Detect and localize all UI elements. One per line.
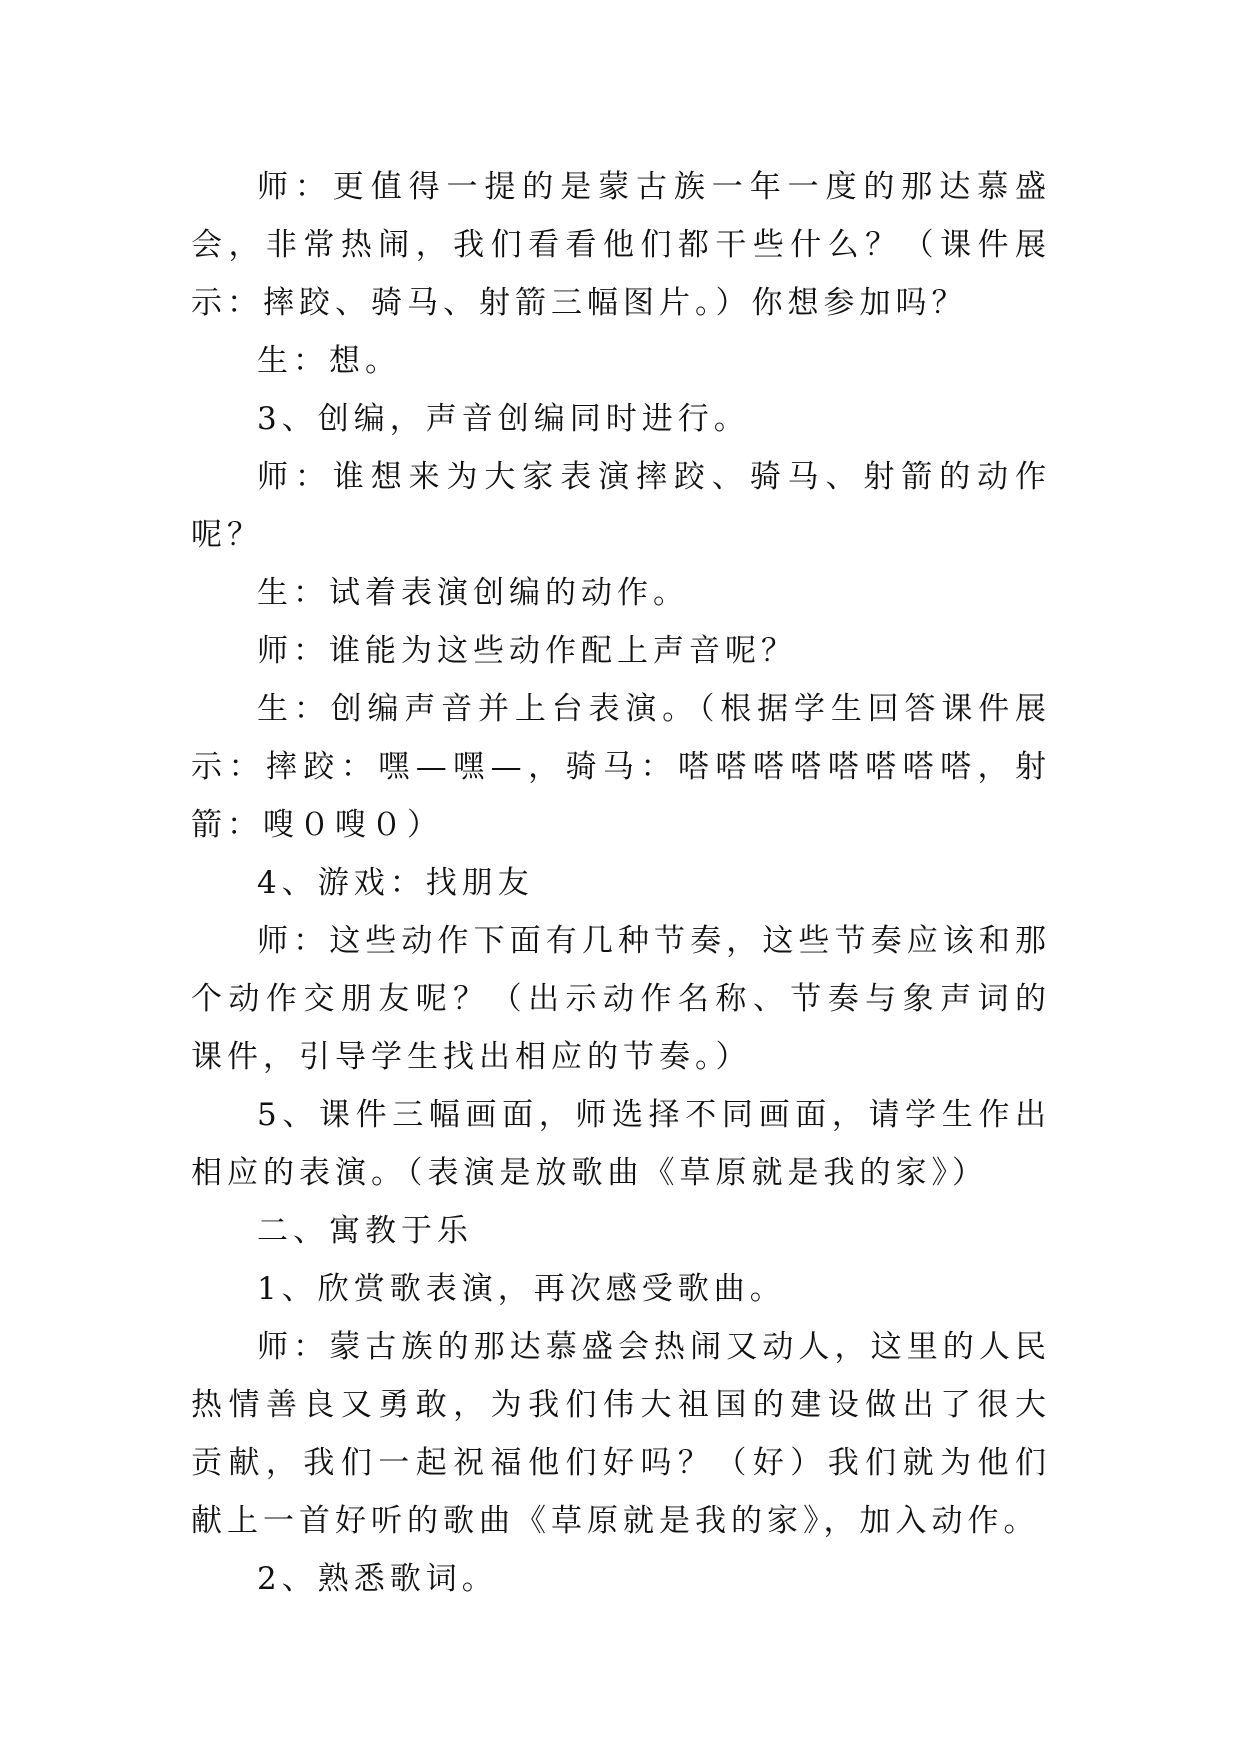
paragraph: 师：更值得一提的是蒙古族一年一度的那达慕盛会，非常热闹，我们看看他们都干些什么？（课件展示：摔跤、骑马、射箭三幅图片。）你想参加吗？ <box>191 169 1051 321</box>
paragraph: 2、熟悉歌词。 <box>257 1561 498 1597</box>
section-heading: 二、寓教于乐 <box>257 1213 473 1249</box>
paragraph: 生：试着表演创编的动作。 <box>257 575 689 611</box>
paragraph: 生：想。 <box>257 343 401 379</box>
paragraph: 5、课件三幅画面，师选择不同画面，请学生作出相应的表演。（表演是放歌曲《草原就是我的家》） <box>191 1097 1051 1191</box>
document-body <box>191 158 1051 1608</box>
paragraph: 4、游戏：找朋友 <box>257 865 534 901</box>
paragraph: 3、创编，声音创编同时进行。 <box>257 401 750 437</box>
paragraph: 师：谁想来为大家表演摔跤、骑马、射箭的动作呢？ <box>191 459 1051 553</box>
paragraph: 生：创编声音并上台表演。（根据学生回答课件展示：摔跤：嘿—嘿—，骑马：嗒嗒嗒嗒嗒嗒嗒嗒，射箭：嗖０嗖０） <box>191 691 1051 843</box>
paragraph: 1、欣赏歌表演，再次感受歌曲。 <box>257 1271 786 1307</box>
paragraph: 师：谁能为这些动作配上声音呢？ <box>257 633 797 669</box>
paragraph: 师：蒙古族的那达慕盛会热闹又动人，这里的人民热情善良又勇敢，为我们伟大祖国的建设做出了很大贡献，我们一起祝福他们好吗？（好）我们就为他们献上一首好听的歌曲《草原就是我的家》，加入动作。 <box>191 1329 1051 1539</box>
paragraph: 师：这些动作下面有几种节奏，这些节奏应该和那个动作交朋友呢？（出示动作名称、节奏与象声词的课件，引导学生找出相应的节奏。） <box>191 923 1051 1075</box>
